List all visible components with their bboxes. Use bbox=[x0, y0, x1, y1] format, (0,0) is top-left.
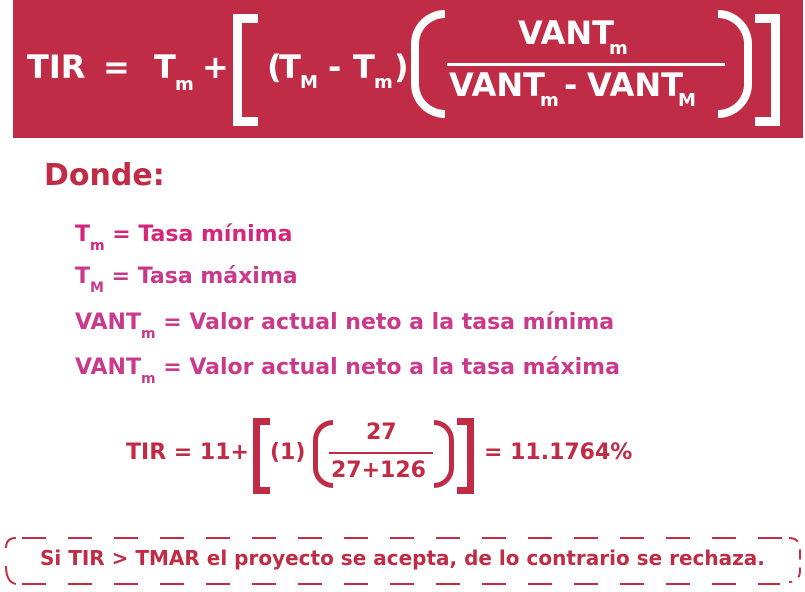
formula-sub-m: m bbox=[175, 74, 194, 95]
definition-row bbox=[75, 355, 620, 387]
formula-t: T bbox=[154, 48, 176, 86]
example-fraction-bar bbox=[329, 452, 433, 454]
definition-symbol: T bbox=[75, 222, 91, 247]
numerator-vant: VANT bbox=[518, 14, 614, 52]
definition-subscript: m bbox=[140, 326, 156, 342]
example-right-paren bbox=[434, 420, 454, 488]
formula-open-paren: ( bbox=[267, 48, 282, 86]
definition-symbol: VANT bbox=[75, 310, 141, 335]
denominator-minus: - bbox=[564, 66, 578, 104]
example-denominator: 27+126 bbox=[331, 458, 426, 483]
formula-sub-m-2: m bbox=[374, 72, 393, 93]
formula-plus: + bbox=[202, 48, 229, 86]
denominator-vant-m: VANT bbox=[449, 66, 545, 104]
example-result: = 11.1764% bbox=[484, 440, 633, 465]
left-square-bracket bbox=[233, 14, 258, 126]
formula-equals: = bbox=[103, 48, 130, 86]
example-left-bracket bbox=[253, 418, 270, 494]
definition-text: = Valor actual neto a la tasa mínima bbox=[163, 310, 615, 335]
formula-lhs: TIR bbox=[27, 48, 86, 86]
right-big-paren bbox=[718, 10, 752, 118]
example-diff: (1) bbox=[270, 440, 306, 465]
denominator-vant-M: VANT bbox=[587, 66, 683, 104]
example-numerator: 27 bbox=[366, 420, 397, 445]
formula-close-paren: ) bbox=[394, 48, 409, 86]
formula-t-min: T bbox=[353, 48, 375, 86]
denominator-sub-m: m bbox=[540, 90, 559, 111]
definition-subscript: m bbox=[90, 238, 105, 254]
denominator-sub-M: M bbox=[678, 90, 696, 111]
right-square-bracket bbox=[755, 14, 780, 126]
definition-row bbox=[75, 310, 615, 342]
numerator-sub-m: m bbox=[609, 38, 628, 59]
example-lhs: TIR = 11+ bbox=[126, 440, 249, 465]
acceptance-rule-note: Si TIR > TMAR el proyecto se acepta, de lo contrario se rechaza. bbox=[40, 546, 765, 570]
example-right-bracket bbox=[457, 418, 474, 494]
definition-text: = Tasa máxima bbox=[111, 264, 298, 289]
formula-t-max: T bbox=[279, 48, 301, 86]
definition-subscript: m bbox=[140, 371, 156, 387]
definition-symbol: T bbox=[75, 264, 91, 289]
definition-subscript: M bbox=[90, 280, 104, 296]
definition-symbol: VANT bbox=[75, 355, 141, 380]
example-left-paren bbox=[313, 420, 333, 488]
formula-banner bbox=[13, 0, 803, 138]
definition-row bbox=[75, 222, 293, 254]
formula-sub-M: M bbox=[300, 72, 318, 93]
definition-text: = Tasa mínima bbox=[112, 222, 293, 247]
definition-text: = Valor actual neto a la tasa máxima bbox=[163, 355, 620, 380]
definition-row bbox=[75, 264, 298, 296]
left-big-paren bbox=[411, 10, 445, 118]
donde-heading: Donde: bbox=[44, 158, 165, 193]
formula-minus: - bbox=[328, 48, 342, 86]
